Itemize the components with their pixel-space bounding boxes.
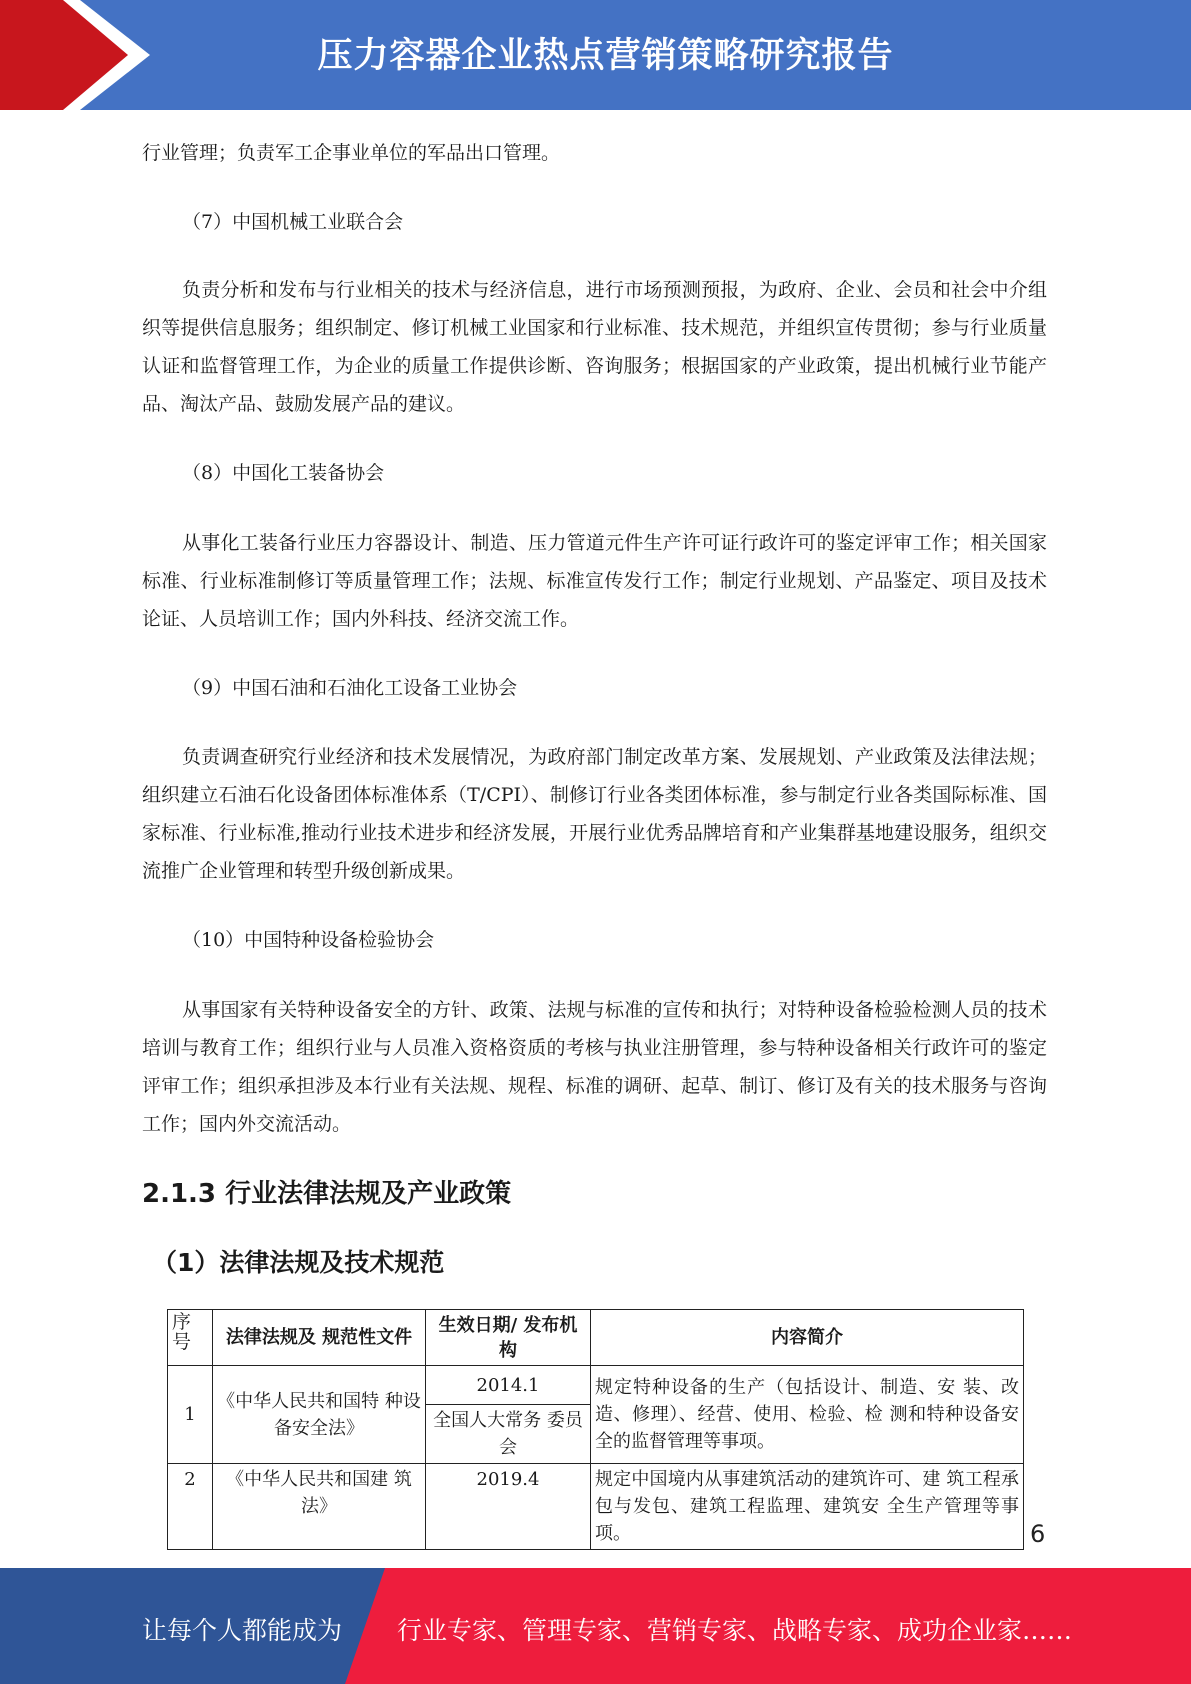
table-header-row (168, 1310, 1024, 1366)
section-heading: 2.1.3 行业法律法规及产业政策 (142, 1179, 512, 1209)
page-number: 6 (1030, 1520, 1046, 1548)
item-8-heading: （8）中国化工装备协会 (182, 462, 385, 484)
header-summary: 内容简介 (591, 1310, 1024, 1366)
report-title: 压力容器企业热点营销策略研究报告 (317, 36, 894, 76)
header-law: 法律法规及 规范性文件 (213, 1310, 426, 1366)
footer-slogan-right: 行业专家、管理专家、营销专家、战略专家、成功企业家…… (397, 1616, 1073, 1645)
row-2-date: 2019.4 (426, 1464, 591, 1550)
item-9-heading: （9）中国石油和石油化工设备工业协会 (182, 677, 518, 699)
item-10-heading: （10）中国特种设备检验协会 (182, 929, 435, 951)
subsection-heading: （1）法律法规及技术规范 (152, 1248, 445, 1277)
item-10-paragraph: 从事国家有关特种设备安全的方针、政策、法规与标准的宣传和执行；对特种设备检验检测人员的技术培训与教育工作；组织行业与人员准入资格资质的考核与执业注册管理，参与特种设备相关行政许可的鉴定评审工作；组织承担涉及本行业有关法规、规程、标准的调研、起草、制订、修订及有关的技术服务与咨询工作；国内外交流活动。 (142, 999, 1047, 1135)
item-9-paragraph: 负责调查研究行业经济和技术发展情况，为政府部门制定改革方案、发展规划、产业政策及法律法规；组织建立石油石化设备团体标准体系（T/CPI）、制修订行业各类团体标准，参与制定行业各类国际标准、国家标准、行业标准,推动行业技术进步和经济发展，开展行业优秀品牌培育和产业集群基地建设服务，组织交流推广企业管理和转型升级创新成果。 (142, 746, 1047, 882)
laws-table (167, 1309, 1024, 1550)
footer-slogan-left: 让每个人都能成为 (142, 1616, 343, 1645)
laws-table-container (167, 1309, 1024, 1544)
table-row (168, 1464, 1024, 1550)
item-8-paragraph: 从事化工装备行业压力容器设计、制造、压力管道元件生产许可证行政许可的鉴定评审工作；相关国家标准、行业标准制修订等质量管理工作；法规、标准宣传发行工作；制定行业规划、产品鉴定、项目及技术论证、人员培训工作；国内外科技、经济交流工作。 (142, 532, 1047, 630)
row-2-law: 《中华人民共和国建 筑法》 (213, 1464, 426, 1550)
row-1-seq: 1 (168, 1366, 213, 1464)
row-1-date: 2014.1 (426, 1366, 591, 1405)
header-date: 生效日期/ 发布机构 (426, 1310, 591, 1366)
table-row (168, 1366, 1024, 1405)
page-footer (0, 1568, 1191, 1684)
row-2-summary: 规定中国境内从事建筑活动的建筑许可、建 筑工程承包与发包、建筑工程监理、建筑安 全生产管理等事项。 (591, 1464, 1024, 1550)
row-2-seq: 2 (168, 1464, 213, 1550)
row-1-summary: 规定特种设备的生产（包括设计、制造、安 装、改造、修理）、经营、使用、检验、检 测和特种设备安全的监督管理等事项。 (591, 1366, 1024, 1464)
intro-paragraph: 行业管理；负责军工企事业单位的军品出口管理。 (142, 142, 561, 164)
item-7-paragraph: 负责分析和发布与行业相关的技术与经济信息，进行市场预测预报，为政府、企业、会员和社会中介组织等提供信息服务；组织制定、修订机械工业国家和行业标准、技术规范，并组织宣传贯彻；参与行业质量认证和监督管理工作，为企业的质量工作提供诊断、咨询服务；根据国家的产业政策，提出机械行业节能产品、淘汰产品、鼓励发展产品的建议。 (142, 279, 1047, 415)
row-1-law: 《中华人民共和国特 种设备安全法》 (213, 1366, 426, 1464)
item-7-heading: （7）中国机械工业联合会 (182, 211, 404, 233)
page-header (0, 0, 1191, 110)
header-seq: 序号 (168, 1310, 213, 1366)
row-1-org: 全国人大常务 委员会 (426, 1405, 591, 1464)
